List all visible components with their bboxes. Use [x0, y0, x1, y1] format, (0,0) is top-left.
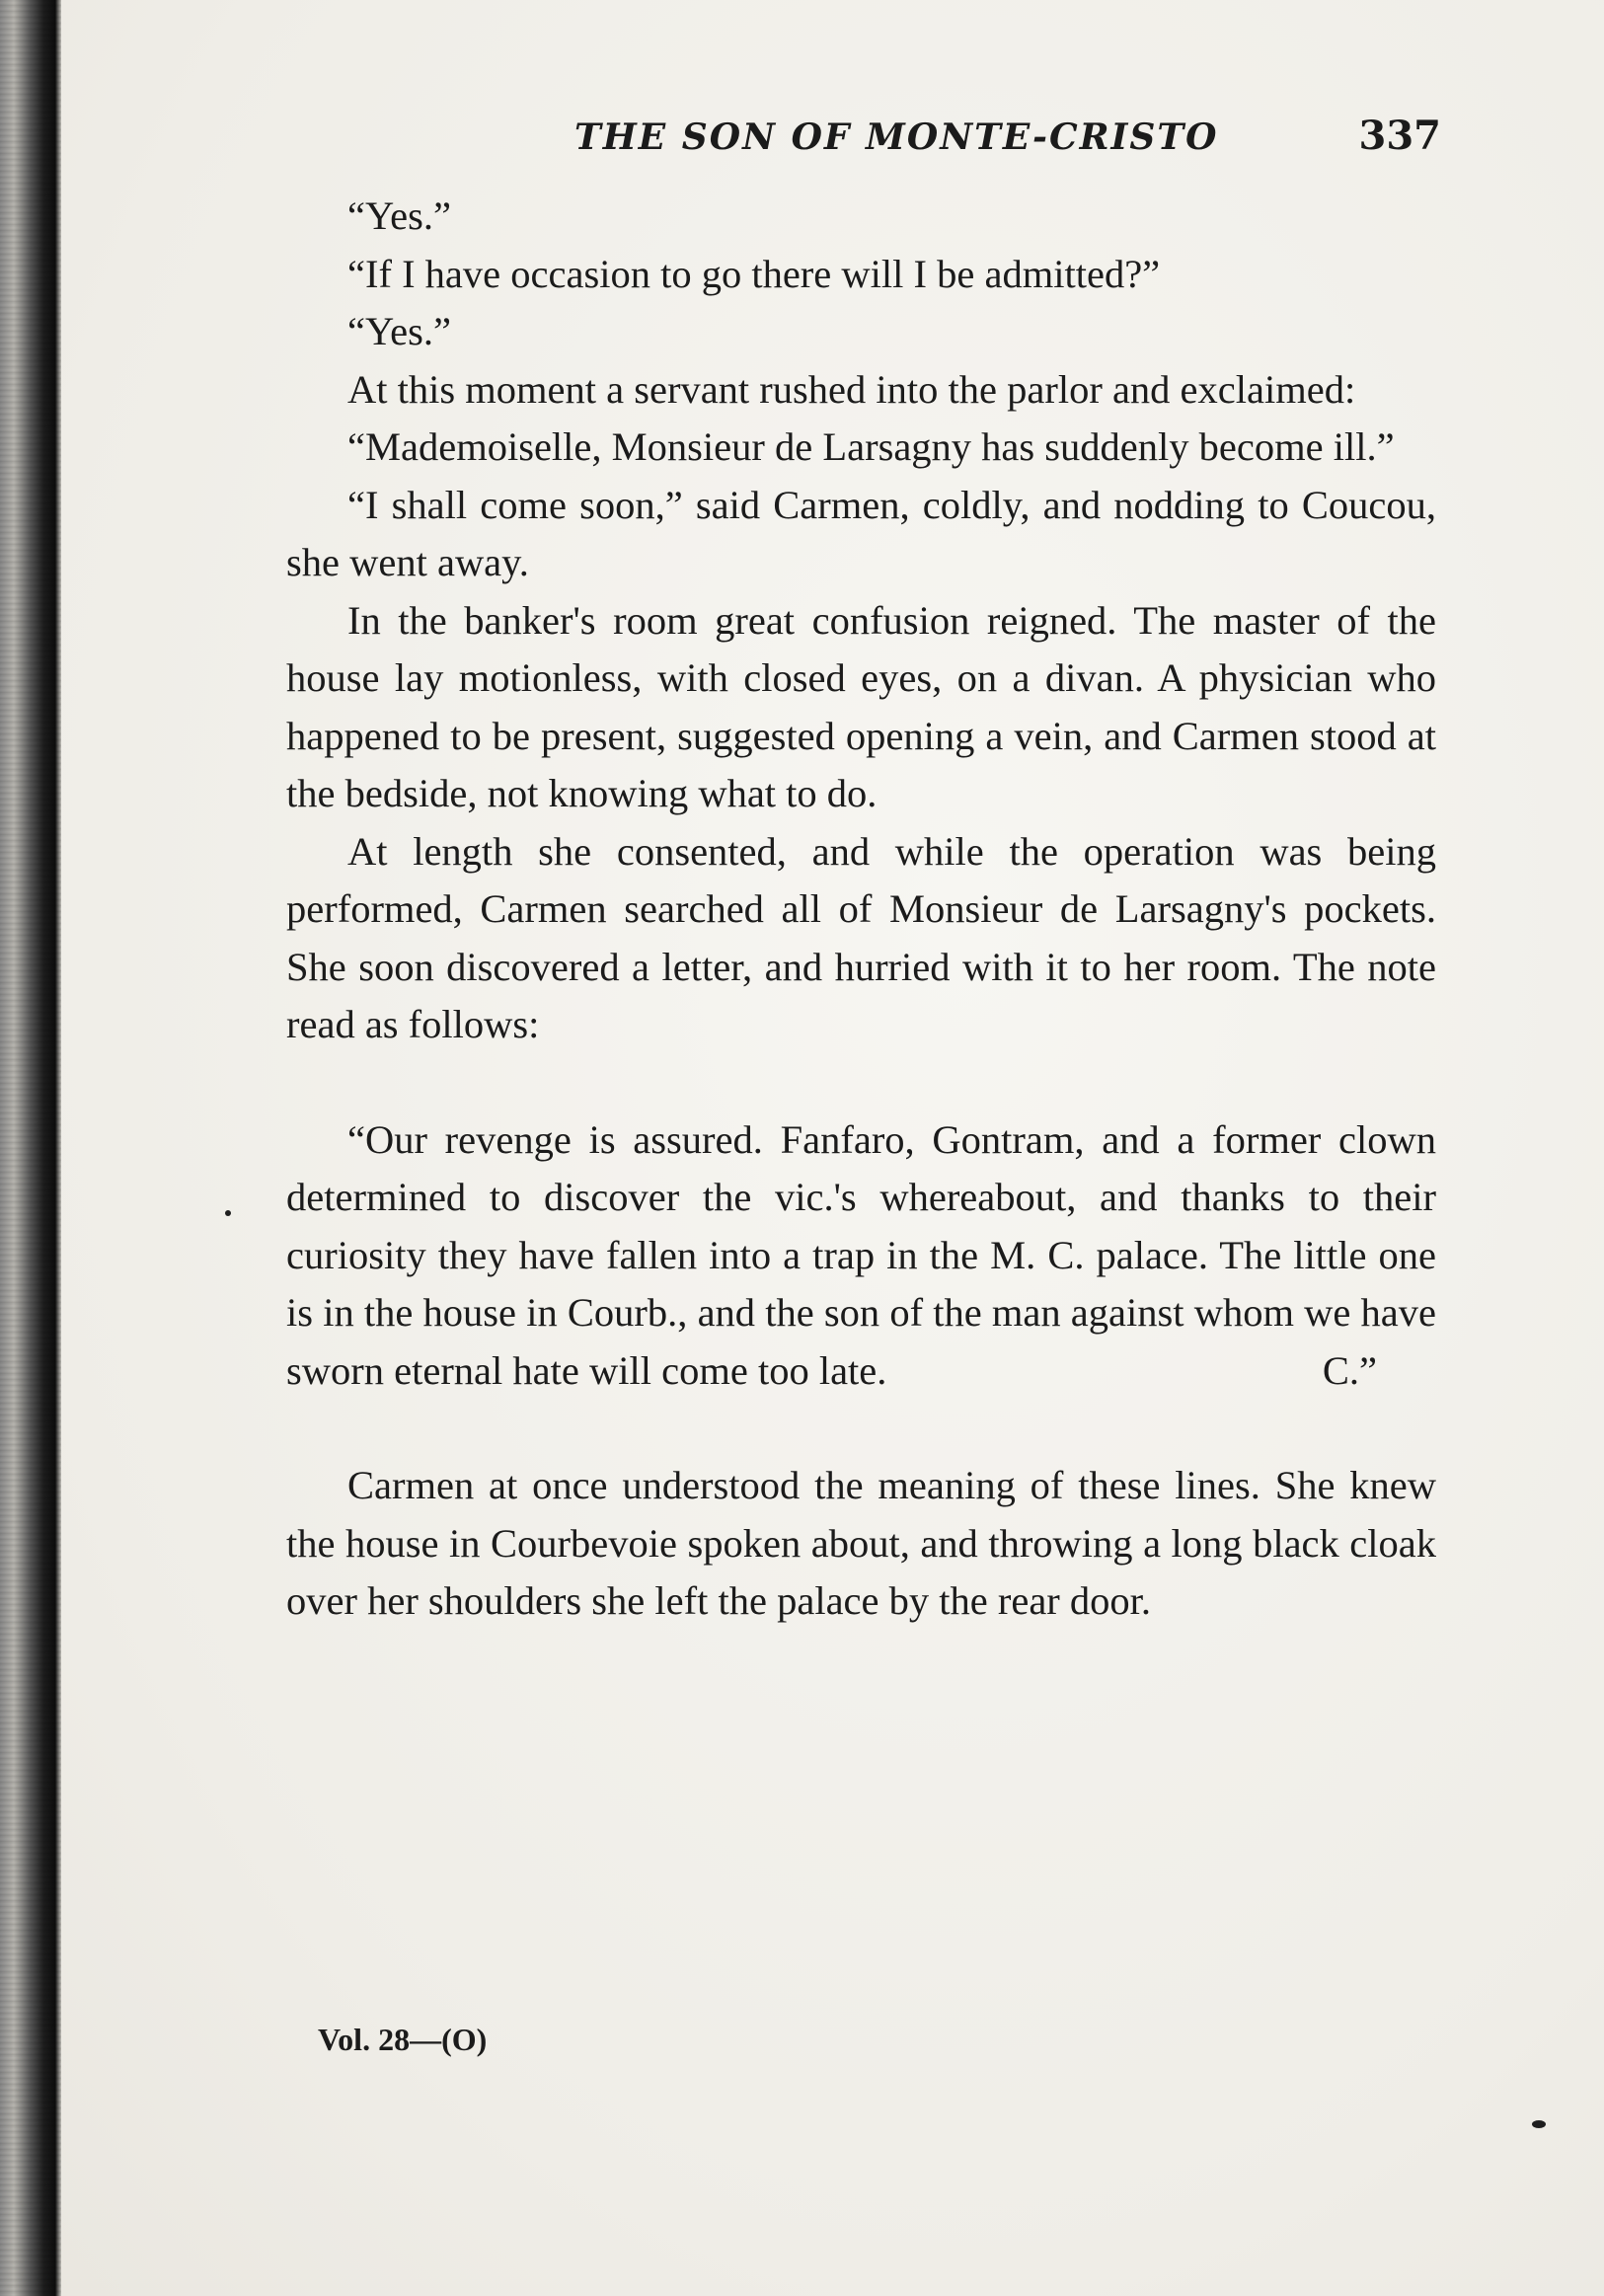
binding-edge: [0, 0, 61, 2296]
paragraph: “Mademoiselle, Monsieur de Larsagny has suddenly become ill.”: [347, 424, 1395, 469]
page-number: 337: [1358, 113, 1441, 159]
paragraph: At this moment a servant rushed into the parlor and exclaimed:: [347, 366, 1356, 412]
note-signature: C.”: [1322, 1347, 1377, 1393]
ink-speck: [1532, 2120, 1546, 2128]
paragraph: “Yes.”: [347, 193, 452, 238]
body-text: [286, 188, 1436, 1631]
paragraph: “Yes.”: [347, 309, 452, 353]
paragraph: “I shall come soon,” said Carmen, coldly, and nodding to Coucou, she went away.: [286, 482, 1436, 584]
quoted-note: [286, 1111, 1436, 1401]
paragraph: “If I have occasion to go there will I be admitted?”: [347, 251, 1161, 296]
closing-paragraph: Carmen at once understood the meaning of these lines. She knew the house in Courbevoie spoken about, and throwing a long black cloak over her shoulders she left the palace by the rear door.: [286, 1463, 1436, 1623]
note-text: “Our revenge is assured. Fanfaro, Gontram, and a former clown determined to discover the vic.'s whereabout, and thanks to their curiosity they have fallen into a trap in the M. C. palace. The little one is in the house in Courb., and the son of the man against whom we have sworn eternal hate will come too late.: [286, 1116, 1436, 1393]
page-footer: [318, 2022, 487, 2058]
running-title: THE SON OF MONTE-CRISTO: [574, 116, 1219, 158]
page-header: [286, 113, 1441, 166]
paragraph: At length she consented, and while the operation was being performed, Carmen searched all of Monsieur de Larsagny's pockets. She soon discovered a letter, and hurried with it to her room. The note read as follows:: [286, 828, 1436, 1046]
ink-speck: [225, 1210, 231, 1216]
signature-mark: Vol. 28—(O): [318, 2022, 488, 2057]
paragraph: In the banker's room great confusion reigned. The master of the house lay motionless, with closed eyes, on a divan. A physician who happened to be present, suggested opening a vein, and Carmen stood at the bedside, not knowing what to do.: [286, 597, 1436, 815]
